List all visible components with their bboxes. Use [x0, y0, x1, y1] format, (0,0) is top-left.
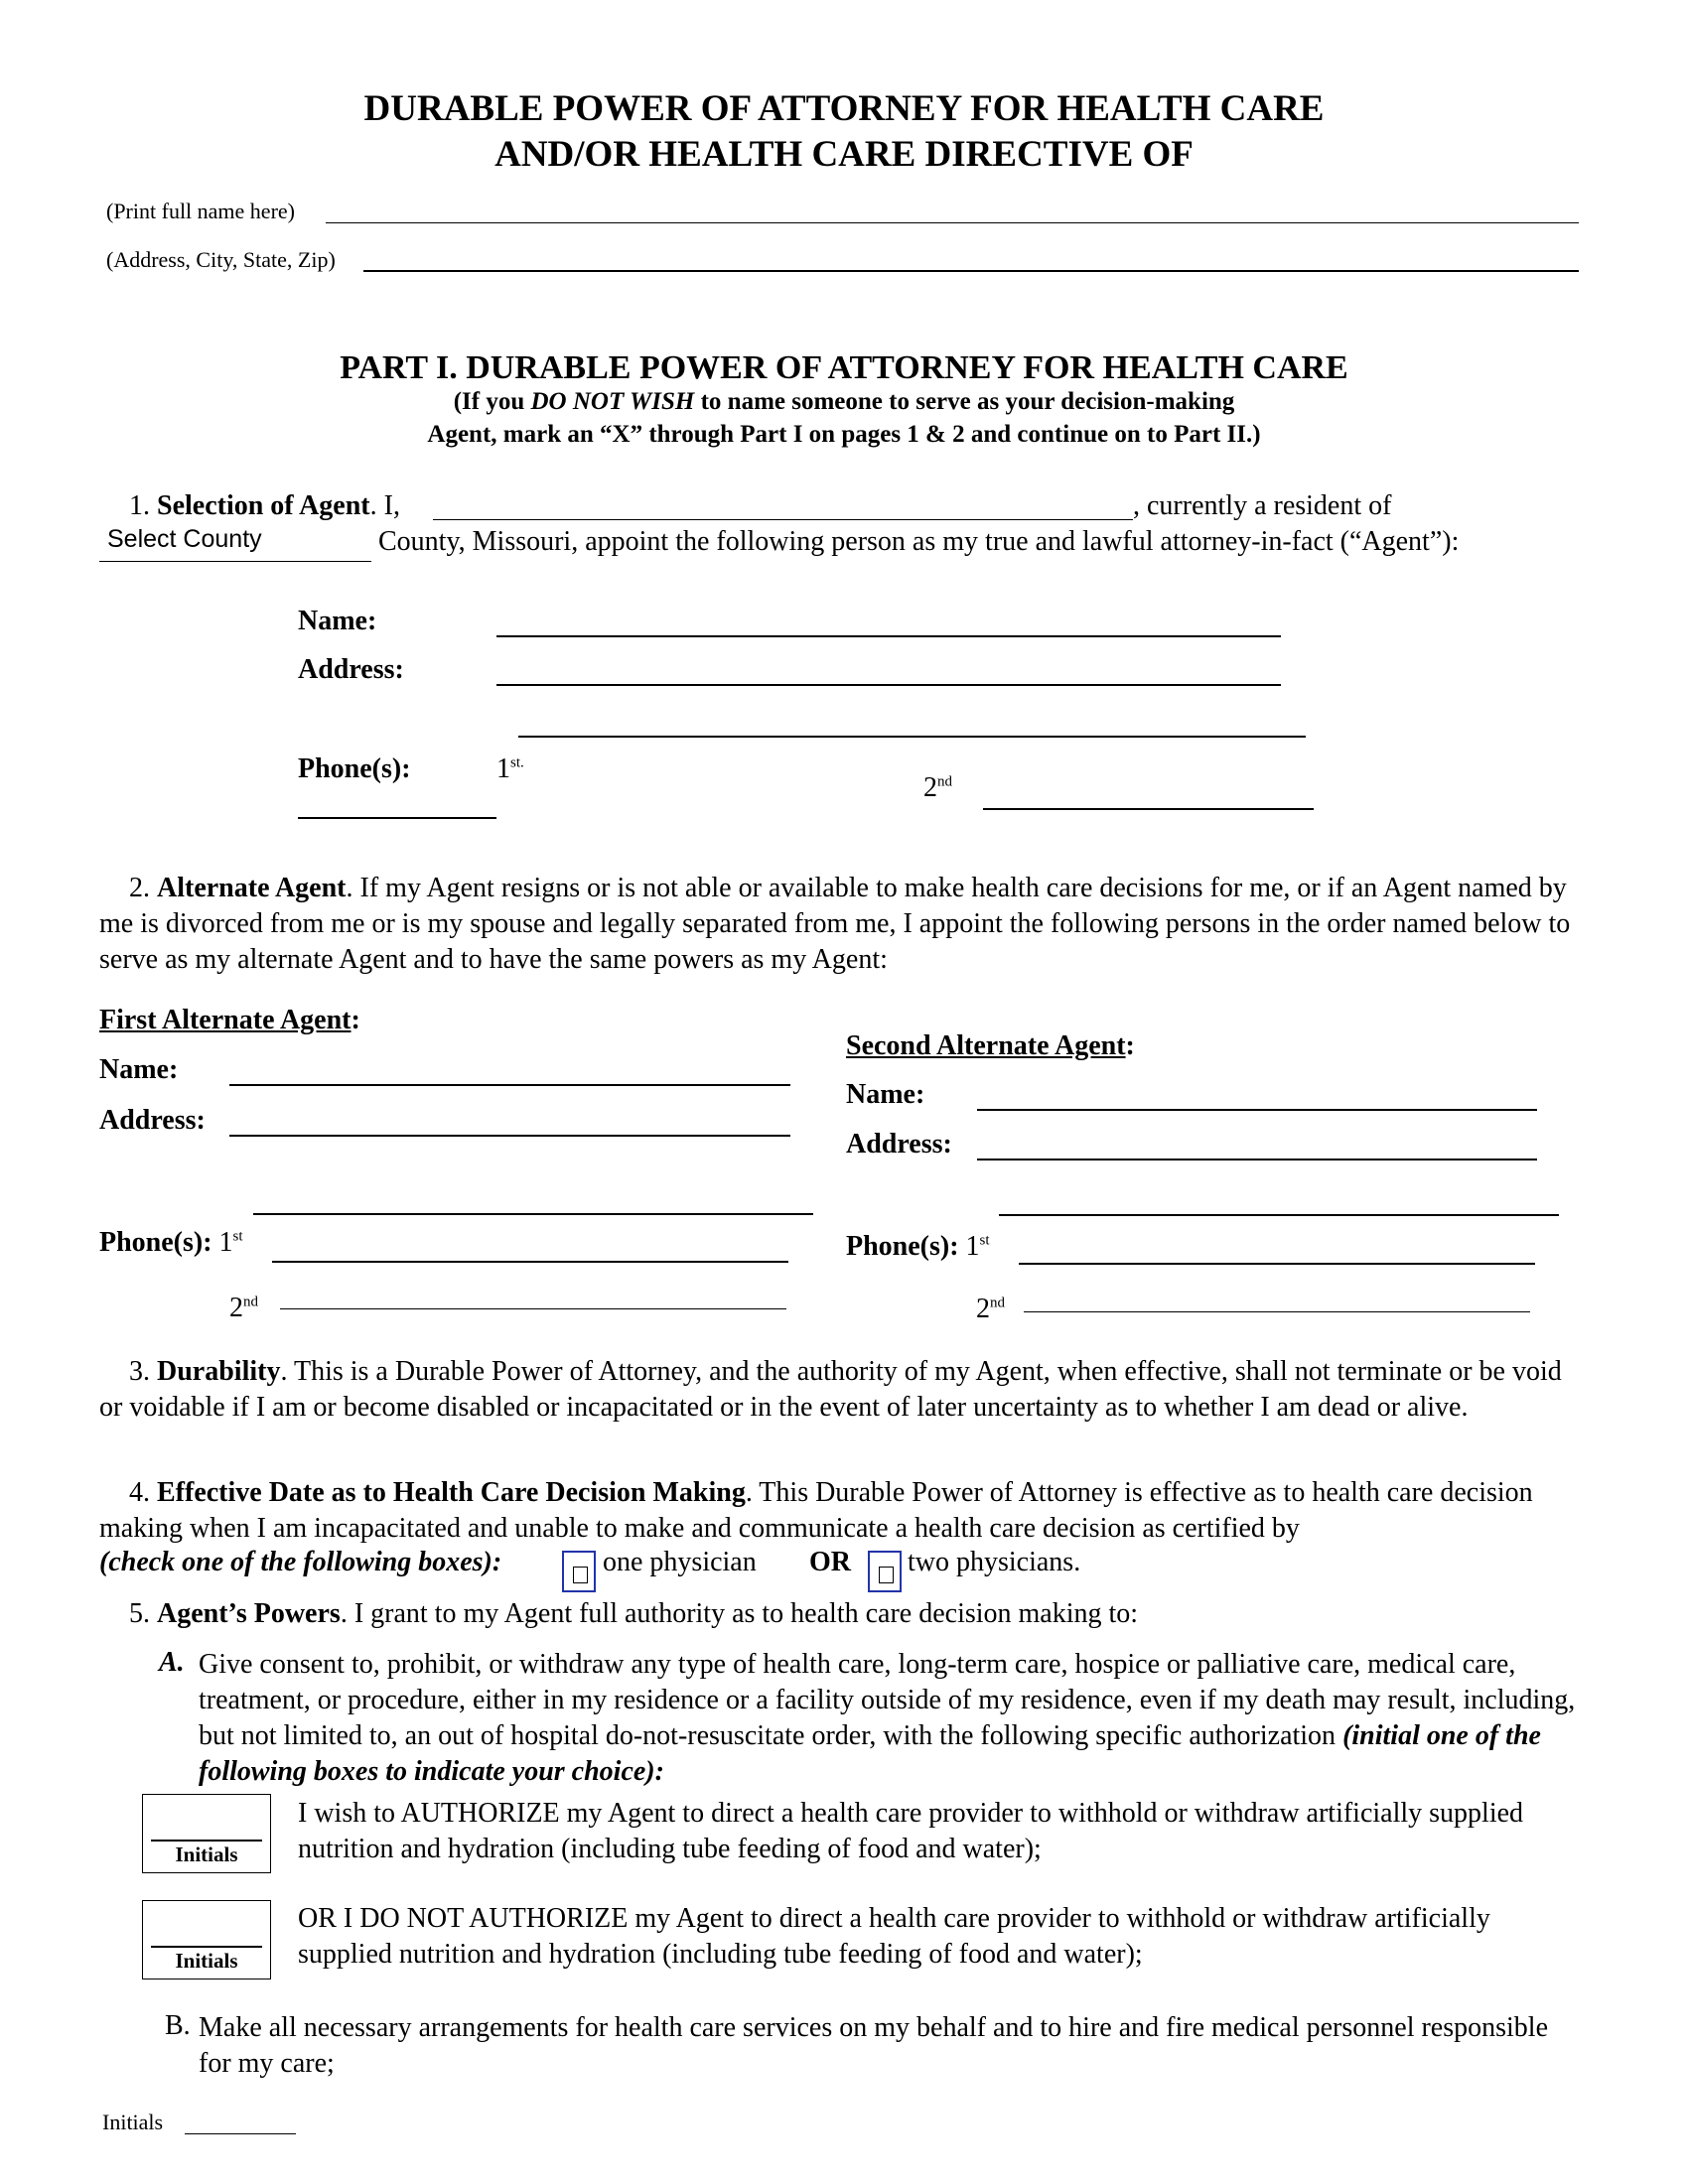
agent-phone1-label: $1^{st.}$	[496, 753, 524, 784]
second-alt-address-line1	[977, 1159, 1537, 1160]
agent-name-field[interactable]	[498, 604, 1287, 635]
first-alt-name-field[interactable]	[231, 1052, 796, 1084]
first-alt-name-line	[229, 1084, 790, 1086]
part1-instruction-line1: (If you DO NOT WISH to name someone to serve as your decision-making	[453, 388, 1235, 415]
second-alt-phone-label: Phone(s): 1st	[846, 1231, 990, 1262]
authorize-initials-box[interactable]	[142, 1794, 271, 1873]
county-select[interactable]: Select County	[107, 525, 262, 553]
one-physician-checkbox[interactable]	[562, 1551, 596, 1592]
section3-paragraph: 3. Durability. This is a Durable Power of Attorney, and the authority of my Agent, when effective, shall not terminate or be void or voidable if I am or become disabled or incapacitated or in the event of later uncertainty as to whether I am dead or alive.	[99, 1356, 1562, 1423]
first-alt-phone2-label: 2nd	[229, 1293, 258, 1323]
first-alt-address-field1[interactable]	[231, 1103, 796, 1135]
second-alt-name-field[interactable]	[979, 1077, 1543, 1109]
or-label: OR	[809, 1547, 851, 1577]
one-physician-label: one physician	[603, 1547, 757, 1577]
two-physicians-label: two physicians.	[908, 1547, 1081, 1577]
section5-b-label: B.	[165, 2010, 191, 2041]
agent-phone1-line	[298, 817, 496, 819]
section1-intro: 1. Selection of Agent. I,	[129, 490, 400, 521]
section1-resident-text: , currently a resident of	[1133, 490, 1392, 521]
print-name-field[interactable]	[328, 193, 1585, 222]
principal-name-field[interactable]	[435, 489, 1138, 519]
two-physicians-checkbox[interactable]	[868, 1551, 902, 1592]
section4-check-instruction: (check one of the following boxes):	[99, 1547, 502, 1577]
agent-phone1-field[interactable]	[300, 785, 502, 817]
agent-phone2-line	[983, 808, 1314, 810]
agent-name-line	[433, 519, 1133, 520]
second-alt-phone1-line	[1019, 1263, 1535, 1265]
agent-address-field2[interactable]	[520, 704, 1312, 736]
section5-a-text: Give consent to, prohibit, or withdraw any type of health care, long-term care, hospice or palliative care, medical care, treatment, or procedure, either in my residence or a facility outside of my residence, even if my death may result, including, but not limited to, an out of hospital do-not-resuscitate order, with the following specific authorization (initial one of the following boxes to indicate your choice):	[199, 1649, 1576, 1787]
second-alt-address-label: Address:	[846, 1129, 952, 1160]
agent-address-label: Address:	[298, 654, 404, 685]
not-authorize-choice-text: OR I DO NOT AUTHORIZE my Agent to direct a health care provider to withhold or withdraw artificially supplied nutrition and hydration (including tube feeding of food and water);	[298, 1903, 1490, 1970]
footer-initials-field[interactable]	[187, 2104, 302, 2133]
first-alt-address-field2[interactable]	[255, 1181, 819, 1213]
second-alternate-heading: Second Alternate Agent:	[846, 1030, 1135, 1061]
second-alt-address-field2[interactable]	[1001, 1182, 1565, 1214]
agent-phone-label: Phone(s):	[298, 753, 411, 784]
county-line	[99, 561, 371, 562]
first-alt-name-label: Name:	[99, 1054, 179, 1085]
not-authorize-initials-label: Initials	[175, 1949, 238, 1973]
address-field[interactable]	[365, 240, 1585, 270]
address-label: (Address, City, State, Zip)	[106, 247, 336, 272]
agent-phone2-field[interactable]	[985, 776, 1320, 808]
address-line	[363, 270, 1579, 272]
document-title-line2: AND/OR HEALTH CARE DIRECTIVE OF	[494, 134, 1194, 175]
part1-instruction-line2: Agent, mark an “X” through Part I on pages 1 & 2 and continue on to Part II.)	[427, 421, 1261, 448]
first-alt-address-line1	[229, 1135, 790, 1137]
first-alt-phone-label: Phone(s): 1st	[99, 1227, 243, 1258]
second-alt-phone2-field[interactable]	[1026, 1282, 1536, 1311]
first-alt-phone2-field[interactable]	[282, 1279, 792, 1308]
agent-address-line1	[496, 684, 1281, 686]
section5-intro: 5. Agent’s Powers. I grant to my Agent full authority as to health care decision making to:	[129, 1598, 1139, 1629]
second-alt-phone2-line	[1024, 1311, 1530, 1312]
section1-county-text: County, Missouri, appoint the following person as my true and lawful attorney-in-fact (“Agent”):	[378, 526, 1460, 557]
print-name-label: (Print full name here)	[106, 199, 295, 223]
authorize-choice-text: I wish to AUTHORIZE my Agent to direct a health care provider to withhold or withdraw artificially supplied nutrition and hydration (including tube feeding of food and water);	[298, 1798, 1524, 1864]
agent-phone2-label: 2nd	[923, 772, 952, 803]
section2-paragraph: 2. Alternate Agent. If my Agent resigns or is not able or available to make health care decisions for me, or if an Agent named by me is divorced from me or is my spouse and legally separated from me, I appoint the following persons in the order named below to serve as my alternate Agent and to have the same powers as my Agent:	[99, 873, 1571, 975]
print-name-line	[326, 222, 1579, 223]
document-title-line1: DURABLE POWER OF ATTORNEY FOR HEALTH CARE	[363, 88, 1325, 129]
second-alt-phone2-label: 2nd	[976, 1294, 1005, 1324]
first-alt-phone2-line	[280, 1308, 786, 1309]
agent-name-label: Name:	[298, 606, 377, 636]
second-alt-address-field1[interactable]	[979, 1127, 1543, 1159]
agent-address-field1[interactable]	[498, 652, 1287, 684]
first-alt-phone1-line	[272, 1261, 788, 1263]
footer-initials-line	[185, 2133, 296, 2134]
not-authorize-initials-box[interactable]	[142, 1900, 271, 1979]
second-alt-name-line	[977, 1109, 1537, 1111]
section5-a-label: A.	[159, 1647, 185, 1678]
first-alternate-heading: First Alternate Agent:	[99, 1005, 360, 1035]
second-alt-name-label: Name:	[846, 1079, 925, 1110]
footer-initials-label: Initials	[102, 2110, 164, 2134]
agent-address-line2	[518, 736, 1306, 738]
section5-b-text: Make all necessary arrangements for health care services on my behalf and to hire and fire medical personnel responsible for my care;	[199, 2012, 1548, 2079]
second-alt-address-line2	[999, 1214, 1559, 1216]
second-alt-phone1-field[interactable]	[1021, 1231, 1541, 1263]
first-alt-address-label: Address:	[99, 1105, 206, 1136]
first-alt-phone1-field[interactable]	[274, 1229, 794, 1261]
agent-name-field-line	[496, 635, 1281, 637]
part1-heading: PART I. DURABLE POWER OF ATTORNEY FOR HEALTH CARE	[340, 349, 1348, 386]
section4-paragraph: 4. Effective Date as to Health Care Decision Making. This Durable Power of Attorney is effective as to health care decision making when I am incapacitated and unable to make and communicate a health care decision as certified by	[99, 1477, 1533, 1544]
first-alt-address-line2	[253, 1213, 813, 1215]
authorize-initials-label: Initials	[175, 1843, 238, 1866]
